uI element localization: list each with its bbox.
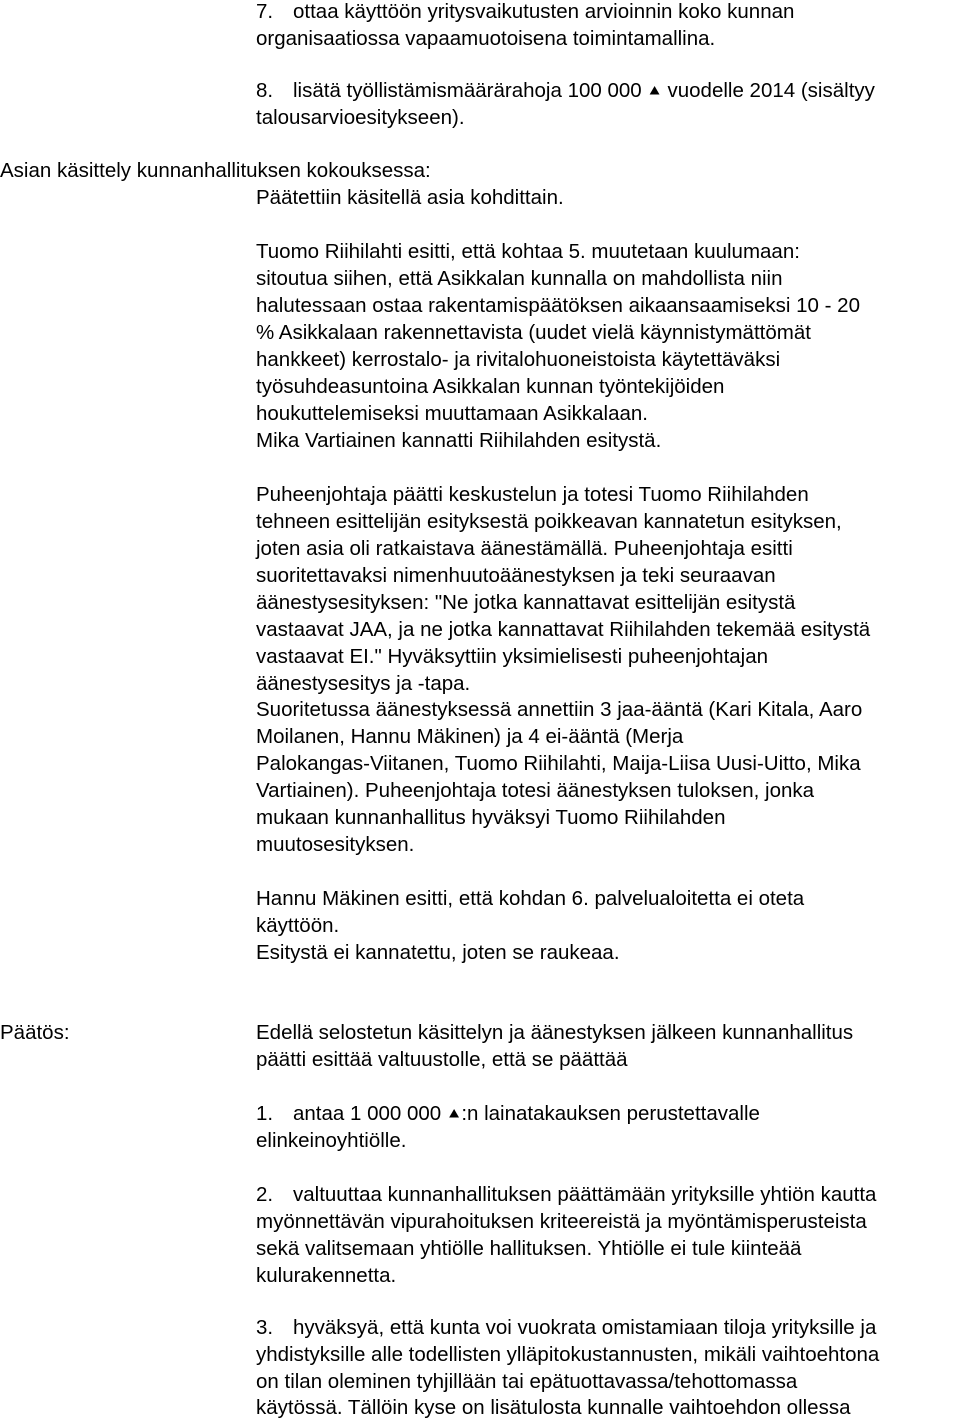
body-line: halutessaan ostaa rakentamispäätöksen aikaansaamiseksi 10 - 20 xyxy=(256,294,860,317)
list-item-7-line-1: 7. ottaa käyttöön yritysvaikutusten arvioinnin koko kunnan xyxy=(256,0,795,23)
body-line: työsuhdeasuntoina Asikkalan kunnan työntekijöiden xyxy=(256,375,725,398)
decision-item-2-line-2: myönnettävän vipurahoituksen kriteereistä ja myöntämisperusteista xyxy=(256,1210,867,1233)
decision-item-3-line-2: yhdistyksille alle todellisten ylläpitokustannusten, mikäli vaihtoehtona xyxy=(256,1343,880,1366)
body-line: Mika Vartiainen kannatti Riihilahden esitystä. xyxy=(256,429,662,452)
body-line: äänestysesityksen: "Ne jotka kannattavat esittelijän esitystä xyxy=(256,591,796,614)
list-number: 3. xyxy=(256,1316,274,1339)
list-item-7-line-2: organisaatiossa vapaamuotoisena toimintamallina. xyxy=(256,27,716,50)
body-line: joten asia oli ratkaistava äänestämällä. Puheenjohtaja esitti xyxy=(256,537,793,560)
body-line: Puheenjohtaja päätti keskustelun ja totesi Tuomo Riihilahden xyxy=(256,483,809,506)
decision-label: Päätös: xyxy=(0,1021,70,1044)
decision-intro-line: päätti esittää valtuustolle, että se päättää xyxy=(256,1048,628,1071)
body-line: Esitystä ei kannatettu, joten se raukeaa. xyxy=(256,941,620,964)
body-line: hankkeet) kerrostalo- ja rivitalohuoneistoista käytettäväksi xyxy=(256,348,781,371)
body-line: äänestysesitys ja -tapa. xyxy=(256,672,471,695)
currency-icon: ⯅ xyxy=(446,1104,462,1124)
decision-item-2-line-1: 2. valtuuttaa kunnanhallituksen päättämään yrityksille yhtiön kautta xyxy=(256,1183,877,1206)
body-line: muutosesityksen. xyxy=(256,833,415,856)
list-item-8-line-2: talousarvioesitykseen). xyxy=(256,106,465,129)
body-line: Palokangas-Viitanen, Tuomo Riihilahti, Maija-Liisa Uusi-Uitto, Mika xyxy=(256,752,861,775)
currency-icon: ⯅ xyxy=(647,81,662,101)
list-number: 8. xyxy=(256,79,274,102)
decision-item-3-line-3: on tilan oleminen tyhjillään tai epätuottavassa/tehottomassa xyxy=(256,1370,798,1393)
section-heading: Asian käsittely kunnanhallituksen kokouksessa: xyxy=(0,159,431,182)
body-line: käyttöön. xyxy=(256,914,340,937)
list-number: 7. xyxy=(256,0,274,23)
list-number: 2. xyxy=(256,1183,274,1206)
body-line: vastaavat JAA, ja ne jotka kannattavat Riihilahden tekemää esitystä xyxy=(256,618,871,641)
body-line: suoritettavaksi nimenhuutoäänestyksen ja teki seuraavan xyxy=(256,564,776,587)
body-line: Vartiainen). Puheenjohtaja totesi äänestyksen tuloksen, jonka xyxy=(256,779,815,802)
body-line: % Asikkalaan rakennettavista (uudet vielä käynnistymättömät xyxy=(256,321,811,344)
decision-intro-line: Edellä selostetun käsittelyn ja äänestyksen jälkeen kunnanhallitus xyxy=(256,1021,854,1044)
body-line: tehneen esittelijän esityksestä poikkeavan kannatetun esityksen, xyxy=(256,510,842,533)
body-line: vastaavat EI." Hyväksyttiin yksimielisesti puheenjohtajan xyxy=(256,645,769,668)
body-line: houkuttelemiseksi muuttamaan Asikkalaan. xyxy=(256,402,648,425)
list-item-8-line-1: 8. lisätä työllistämismäärärahoja 100 000 ⯅ vuodelle 2014 (sisältyy xyxy=(256,79,875,102)
body-line: mukaan kunnanhallitus hyväksyi Tuomo Riihilahden xyxy=(256,806,726,829)
body-line: Moilanen, Hannu Mäkinen) ja 4 ei-ääntä (Merja xyxy=(256,725,684,748)
body-line: sitoutua siihen, että Asikkalan kunnalla on mahdollista niin xyxy=(256,267,783,290)
list-number: 1. xyxy=(256,1102,274,1125)
body-line: Hannu Mäkinen esitti, että kohdan 6. palvelualoitetta ei oteta xyxy=(256,887,805,910)
decision-item-1-line-1: 1. antaa 1 000 000 ⯅:n lainatakauksen perustettavalle xyxy=(256,1102,760,1125)
decision-item-1-line-2: elinkeinoyhtiölle. xyxy=(256,1129,407,1152)
decision-item-3-line-1: 3. hyväksyä, että kunta voi vuokrata omistamiaan tiloja yrityksille ja xyxy=(256,1316,877,1339)
decision-item-2-line-3: sekä valitsemaan yhtiölle hallituksen. Yhtiölle ei tule kiinteää xyxy=(256,1237,802,1260)
body-line: Päätettiin käsitellä asia kohdittain. xyxy=(256,186,564,209)
decision-item-2-line-4: kulurakennetta. xyxy=(256,1264,397,1287)
body-line: Suoritetussa äänestyksessä annettiin 3 jaa-ääntä (Kari Kitala, Aaro xyxy=(256,698,863,721)
decision-item-3-line-4: käytössä. Tällöin kyse on lisätulosta kunnalle vaihtoehdon ollessa xyxy=(256,1396,851,1419)
body-line: Tuomo Riihilahti esitti, että kohtaa 5. muutetaan kuulumaan: xyxy=(256,240,800,263)
